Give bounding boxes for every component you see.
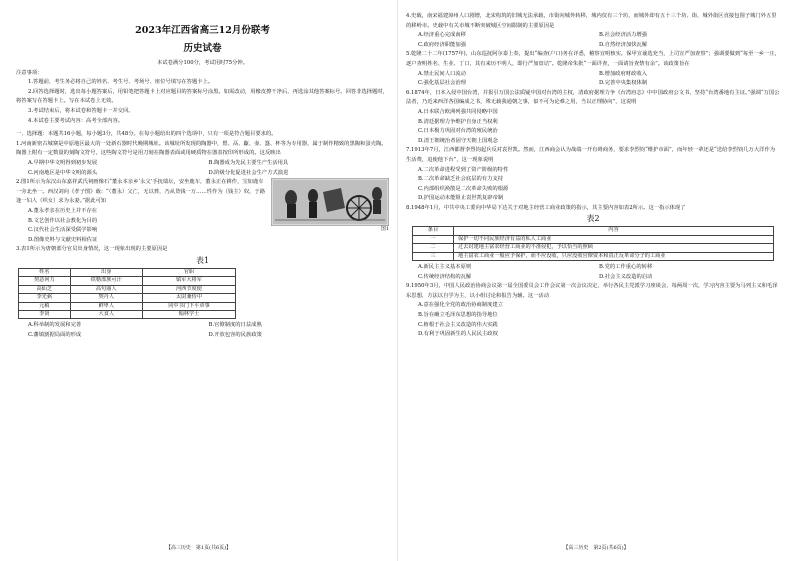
option-a[interactable]: A.日本联合欧洲列强共同侵略中国 bbox=[418, 108, 498, 115]
question-2-stem: 2.图1所示为东汉山东嘉祥武氏祠画像石“董永本亲乡‘永父’手抚瑞坛，安坐鹿车，董永正在耕作，宝如鹿车一旁北坐一。西汉刘向《孝子图》载：“（董永）父亡，无以葬，乃从贷钱一万……性作为（钱主）奴，于路逢一妇人（织女）求为永妻。”据此可知 bbox=[16, 179, 266, 205]
option-d[interactable]: D.阶级分化促进社会生产方式演进 bbox=[208, 169, 289, 176]
option-b[interactable]: B.清廷据理力争维护自身正当权利 bbox=[418, 118, 498, 125]
question-9-stem: 9.1950年3月，中国人民政治协商会议第一届全国委员会工作会议第一次会议决定，举行各民主党派学习座谈会，每两周一次，学习内容主要为马列主义和毛泽东思想，方法以自学为主，以小组讨论和报告为辅。这一活动 bbox=[406, 283, 778, 299]
option-c[interactable]: C.内部组织涣散是二次革命失败的根源 bbox=[418, 185, 509, 192]
question-7-options bbox=[406, 166, 780, 204]
question-4-stem: 4.史载，南宋福建漳州人口剧增，北宋构筑的旧城无法承载，市街向城外转移，城内仅有三个坊，而城外却有五十三个坊、街，城外街区直接包围子城门外五里的移岭市。史载中有关市城不断突破城区空间限制的主要原因是 bbox=[406, 13, 777, 29]
question-1-options bbox=[16, 159, 389, 178]
table-row bbox=[413, 252, 774, 260]
option-c[interactable]: C.汉代社会生活深受儒学影响 bbox=[28, 227, 98, 234]
option-a[interactable]: A.经济重心完成南移 bbox=[418, 32, 466, 39]
option-b[interactable]: B.二次革命缺乏社会底层的有力支持 bbox=[418, 176, 504, 183]
option-a[interactable]: A.意在强化全党的政治协商制度建立 bbox=[418, 302, 503, 309]
table-header-cell: 条目 bbox=[413, 227, 454, 235]
table-cell: 太尉兼侍中 bbox=[142, 294, 235, 302]
table-cell: 元稹 bbox=[19, 302, 71, 310]
option-a[interactable]: A.新民主主义基本原则 bbox=[418, 264, 472, 271]
option-a[interactable]: A.二次革命进程受到了资产阶级的特性 bbox=[418, 166, 509, 173]
table-cell: 鲜卑人 bbox=[70, 302, 142, 310]
table-2 bbox=[412, 226, 774, 261]
question-2 bbox=[16, 178, 389, 245]
figure-1 bbox=[271, 178, 389, 245]
question-4-options bbox=[406, 31, 780, 50]
table-cell: 翰林学士 bbox=[142, 310, 235, 318]
option-a[interactable]: A.董永孝亲在历史上并不存在 bbox=[28, 207, 98, 214]
option-b[interactable]: B.社会经济活力增强 bbox=[599, 32, 647, 39]
question-6-options bbox=[406, 108, 780, 146]
page-2 bbox=[397, 0, 794, 561]
page-footer: 【高三历史 第1页(共6页)】 bbox=[165, 545, 232, 551]
table-cell: 一 bbox=[413, 235, 454, 243]
table-cell: 契丹人 bbox=[70, 294, 142, 302]
question-8-stem: 8.1948年1月，中共中央工委向中华局下达关于对地主经营工商业政策的指示，其主要内容如表2所示。这一指示体现了 bbox=[406, 204, 686, 211]
option-d[interactable]: D.有利于巩固新生的人民民主政权 bbox=[418, 331, 498, 338]
table-header-cell: 姓名 bbox=[19, 268, 71, 276]
exam-title: 2023年江西省高三12月份联考 bbox=[135, 25, 270, 36]
table-1-caption: 表1 bbox=[195, 255, 210, 265]
table-cell: 河西节度使 bbox=[142, 285, 235, 293]
table-cell: 李光弼 bbox=[19, 294, 71, 302]
table-cell: 保护一切不同民族经济有益的私人工商业 bbox=[454, 235, 774, 243]
option-c[interactable]: C.传统经济结构的瓦解 bbox=[418, 273, 472, 280]
notice-item: 3.考试结束后，将本试卷和答题卡一并交回。 bbox=[28, 107, 134, 114]
table-row bbox=[19, 302, 236, 310]
notice-item: 2.回答选择题时，选出每小题答案后，用铅笔把答题卡上对应题目的答案标号涂黑。如需改动，用橡皮擦干净后，再选涂其他答案标号。回答非选择题时，将答案写在答题卡上。写在本试卷上无效。 bbox=[16, 88, 388, 105]
question-3-options bbox=[16, 321, 389, 340]
notice-heading: 注意事项： bbox=[16, 69, 43, 76]
option-b[interactable]: B.官僚制度的日益成熟 bbox=[208, 322, 262, 329]
table-cell: 铁勒部族可汗 bbox=[70, 277, 142, 285]
table-cell: 大食人 bbox=[70, 310, 142, 318]
exam-meta: 本试卷满分100分，考试用时75分钟。 bbox=[156, 60, 248, 66]
notice-item: 1.答题前，考生务必将自己的姓名、考生号、考场号、座位号填写在答题卡上。 bbox=[28, 79, 214, 86]
option-c[interactable]: C.日本极力巩固对台湾的殖民统治 bbox=[418, 128, 498, 135]
notice-item: 4.本试卷主要考试内容：高考全部内容。 bbox=[28, 117, 124, 124]
table-header-cell: 官职 bbox=[142, 268, 235, 276]
page-footer: 【高三历史 第2页(共6页)】 bbox=[563, 545, 629, 551]
option-b[interactable]: B.旨在确立毛泽东思想的指导地位 bbox=[418, 312, 498, 319]
option-d[interactable]: D.社会主义改造的启动 bbox=[599, 273, 653, 280]
option-b[interactable]: B.文艺创作以社会教化为目的 bbox=[28, 217, 98, 224]
table-cell: 契苾何力 bbox=[19, 277, 71, 285]
option-b[interactable]: B.陶器成为先民主要生产生活用具 bbox=[208, 159, 289, 166]
option-c[interactable]: C.藩镇割据局面的形成 bbox=[28, 331, 82, 338]
table-row bbox=[19, 285, 236, 293]
table-header-cell: 出身 bbox=[70, 268, 142, 276]
question-7-stem: 7.1913年7月，江西都督李烈钧起兵反对袁世凯。然而，江西商会认为战端一开有碍商务，要求李烈钧“维护市面”，而年轻一辈还是“送给李烈钧几万大洋作为生活费，追使他下台”，这一现象说明 bbox=[406, 147, 776, 163]
question-5-options bbox=[406, 70, 780, 89]
table-1 bbox=[18, 268, 236, 319]
table-cell: 李贤 bbox=[19, 310, 71, 318]
table-row bbox=[19, 294, 236, 302]
option-c[interactable]: C.河南地区是中华文明的源头 bbox=[28, 169, 98, 176]
option-a[interactable]: A.早期中华文明得到初步发展 bbox=[28, 159, 98, 166]
table-cell: 同中书门下平章事 bbox=[142, 302, 235, 310]
table-row bbox=[19, 277, 236, 285]
table-row bbox=[413, 235, 774, 243]
option-a[interactable]: A.科举制的发展和完善 bbox=[28, 322, 82, 329]
option-c[interactable]: C.植根于社会主义改造的伟大实践 bbox=[418, 321, 498, 328]
table-row bbox=[413, 244, 774, 252]
table-header-row bbox=[19, 268, 236, 276]
option-c[interactable]: C.政府经济职能加强 bbox=[418, 41, 466, 48]
option-d[interactable]: D.开放包容的民族政策 bbox=[208, 331, 262, 338]
table-cell: 高仙芝 bbox=[19, 285, 71, 293]
table-row bbox=[19, 310, 236, 318]
table-2-caption: 表2 bbox=[586, 214, 600, 224]
table-header-row bbox=[413, 227, 774, 235]
option-d[interactable]: D.护国运动未能阻止袁世凯复辟帝制 bbox=[418, 195, 504, 202]
option-d[interactable]: D.清王朝统治者固守天朝上国观念 bbox=[418, 137, 498, 144]
option-c[interactable]: C.强化基层社会治理 bbox=[418, 80, 466, 87]
option-d[interactable]: D.自然经济加快瓦解 bbox=[599, 41, 648, 48]
question-6-stem: 6.1874年，日本入侵中国台湾，并报引万国公法质疑中国对台湾的主权，清政府据理力争《台湾府志》中中国政府公文书，坚持“台湾番地有主证。”强调“万国公法者，乃近来西洋各国编成之书，殊无载我通朝之事，似不可为论难之用，当以正理胁向”，这说明 bbox=[406, 89, 780, 106]
question-2-options bbox=[16, 207, 265, 245]
question-9-options bbox=[406, 301, 780, 339]
option-b[interactable]: B.党的工作重心的转移 bbox=[599, 264, 653, 271]
question-8-options bbox=[406, 263, 780, 282]
question-5-stem: 5.乾隆二十二年(1757年)，山东巡抚阿尔泰上奏，提出“编查(户口)务在详悉，稽察宜明核实。保甲宣谕选充当，上司宣严加查察”；强调要做到“每至一乡一庄，逐户查明姓名、生业、丁口，其有来历不明人，即行严加盘诘”。乾隆帝朱批“一面详查，一面请旨查禁有余”。该政策旨在 bbox=[406, 51, 780, 67]
option-d[interactable]: D.完善中央集权体制 bbox=[599, 80, 648, 87]
table-cell: 二 bbox=[413, 244, 454, 252]
section-heading: 一、选择题：本题共16小题，每小题3分，共48分。在每小题给出的四个选项中，只有一项是符合题目要求的。 bbox=[16, 131, 277, 138]
question-3-stem: 3.表1所示为唐朝部分官员出身情况，这一现象出现的主要原因是 bbox=[16, 246, 168, 253]
figure-1-label: 图1 bbox=[380, 226, 389, 233]
table-cell: 高句丽人 bbox=[70, 285, 142, 293]
table-cell: 三 bbox=[413, 252, 454, 260]
option-b[interactable]: B.增加政府财政收入 bbox=[599, 70, 647, 77]
option-d[interactable]: D.图像史料与文献史料相佐证 bbox=[28, 236, 98, 243]
table-header-cell: 内容 bbox=[454, 227, 774, 235]
option-a[interactable]: A.禁止民间人口流动 bbox=[418, 70, 466, 77]
stone-relief-illustration bbox=[271, 178, 389, 226]
question-1-stem: 1.河南新密古城寨是中原地区最大的一处新石器时代晚期城址。该城址所发现的陶器中，罂、鬲、甗、壶、簋、杯等为专用器，属于制作精致的黑陶和蛋壳陶。陶器上附有一定数量的刻陶文符号，这些陶文符号是用刀刻在陶器表面或用硬质物在器表按印所形成的。这反映出 bbox=[16, 140, 387, 157]
table-cell: 地主富农工商业一般应予保护，而不应没收，只应没收官僚资本和真正反革命分子的工商业 bbox=[454, 252, 774, 260]
table-cell: 镇军大将军 bbox=[142, 277, 235, 285]
table-cell: 过去封建地主富农经营工商业的不准侵犯，予以恰当的照顾 bbox=[454, 244, 774, 252]
exam-subtitle: 历史试卷 bbox=[183, 43, 222, 54]
